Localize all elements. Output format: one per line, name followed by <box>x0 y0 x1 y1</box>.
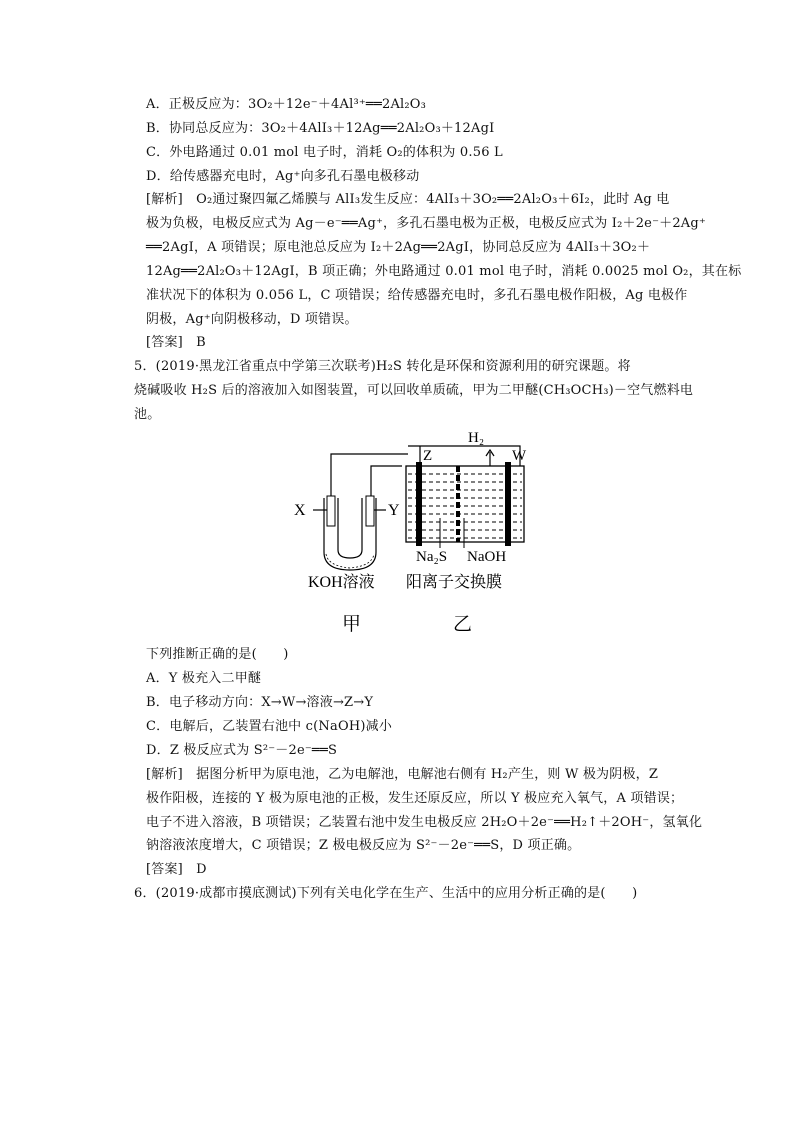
question-prompt-line: 下列推断正确的是( ) <box>146 647 289 662</box>
question-5-line: 5．(2019·黑龙江省重点中学第三次联考)H₂S 转化是环保和资源利用的研究课题。将 <box>134 359 631 374</box>
u-tube-solution <box>326 554 374 568</box>
option-c-line: C．电解后，乙装置右池中 c(NaOH)减小 <box>146 719 393 734</box>
question-5-line: 烧碱吸收 H₂S 后的溶液加入如图装置，可以回收单质硫，甲为二甲醚(CH₃OCH₃)－空气燃料电 <box>134 383 694 398</box>
option-d-line: D．Z 极反应式为 S²⁻－2e⁻══S <box>146 743 338 758</box>
u-tube-inner <box>338 498 362 558</box>
answer-line: [答案] B <box>146 335 206 350</box>
analysis-line: 极为负极，电极反应式为 Ag－e⁻══Ag⁺，多孔石墨电极为正极，电极反应式为 I₂＋2e⁻＋2Ag⁺ <box>146 216 706 231</box>
electrode-z <box>416 462 422 546</box>
analysis-line: 钠溶液浓度增大，C 项错误；Z 极电极反应为 S²⁻－2e⁻══S，D 项正确。 <box>146 838 581 853</box>
label-na2s: Na₂S <box>416 549 448 565</box>
analysis-line: [解析] O₂通过聚四氟乙烯膜与 AlI₃发生反应：4AlI₃＋3O₂══2Al₂O₃＋6I₂，此时 Ag 电 <box>146 192 670 207</box>
answer-line: [答案] D <box>146 862 207 877</box>
analysis-line: 阴极，Ag⁺向阴极移动，D 项错误。 <box>146 312 358 327</box>
option-a-line: A．Y 极充入二甲醚 <box>146 671 262 686</box>
electrode-w <box>505 462 511 546</box>
label-cation-membrane: 阳离子交换膜 <box>406 574 503 591</box>
label-jia: 甲 <box>342 614 362 635</box>
label-koh-solution: KOH溶液 <box>308 574 375 591</box>
label-z: Z <box>423 448 433 464</box>
analysis-line: [解析] 据图分析甲为原电池，乙为电解池，电解池右侧有 H₂产生，则 W 极为阴极，Z <box>146 767 659 782</box>
label-yi: 乙 <box>453 614 473 635</box>
label-h2: H₂ <box>468 430 485 446</box>
option-c-line: C．外电路通过 0.01 mol 电子时，消耗 O₂的体积为 0.56 L <box>146 145 503 160</box>
label-y: Y <box>388 502 400 519</box>
electrode-x <box>327 496 335 526</box>
analysis-line: 12Ag══2Al₂O₃＋12AgI，B 项正确；外电路通过 0.01 mol 电子时，消耗 0.0025 mol O₂，其在标 <box>146 264 742 279</box>
label-naoh: NaOH <box>467 549 507 565</box>
analysis-line: 极作阳极，连接的 Y 极为原电池的正极，发生还原反应，所以 Y 极应充入氧气，A 项错误； <box>146 791 684 806</box>
question-5-line: 池。 <box>134 407 161 422</box>
option-a-line: A．正极反应为：3O₂＋12e⁻＋4Al³⁺══2Al₂O₃ <box>146 97 427 112</box>
option-b-line: B．电子移动方向：X→W→溶液→Z→Y <box>146 695 374 710</box>
analysis-line: ══2AgI，A 项错误；原电池总反应为 I₂＋2Ag══2AgI，协同总反应为 4AlI₃＋3O₂＋ <box>146 240 651 255</box>
question-6-line: 6．(2019·成都市摸底测试)下列有关电化学在生产、生活中的应用分析正确的是( ) <box>134 886 638 901</box>
option-b-line: B．协同总反应为：3O₂＋4AlI₃＋12Ag══2Al₂O₃＋12AgI <box>146 121 495 136</box>
option-d-line: D．给传感器充电时，Ag⁺向多孔石墨电极移动 <box>146 169 420 184</box>
label-w: W <box>512 448 527 464</box>
label-x: X <box>294 502 306 519</box>
electrochemistry-diagram <box>280 422 540 642</box>
electrode-y <box>366 496 374 526</box>
analysis-line: 准状况下的体积为 0.056 L，C 项错误；给传感器充电时，多孔石墨电极作阳极，Ag 电极作 <box>146 288 688 303</box>
analysis-line: 电子不进入溶液，B 项错误；乙装置右池中发生电极反应 2H₂O＋2e⁻══H₂↑＋2OH⁻，氢氧化 <box>146 815 703 830</box>
